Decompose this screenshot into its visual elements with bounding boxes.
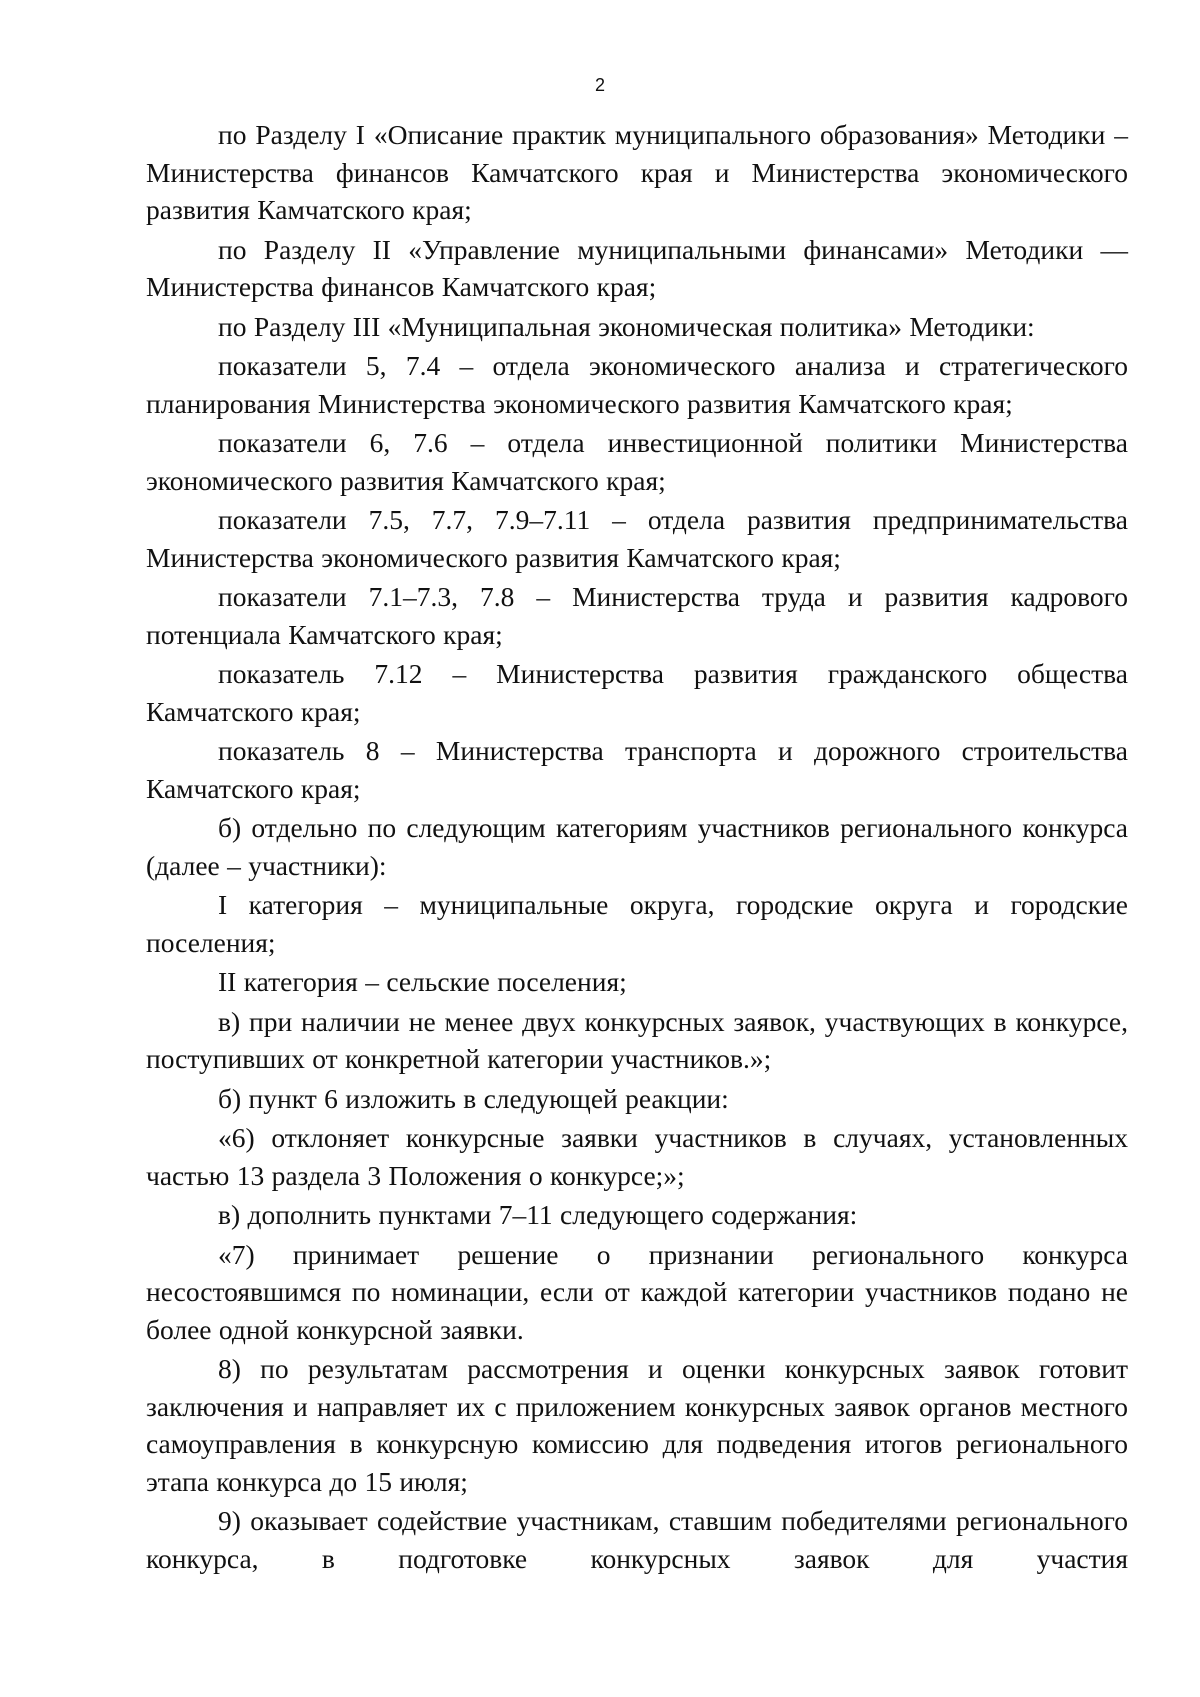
paragraph-indicators-6-7-6: показатели 6, 7.6 – отдела инвестиционной политики Министерства экономического развития Камчатского края; <box>146 427 1128 496</box>
paragraph-items-7-11-intro: в) дополнить пунктами 7–11 следующего содержания: <box>218 1199 858 1230</box>
paragraph-item-7: «7) принимает решение о признании регионального конкурса несостоявшимся по номинации, если от каждой категории участников подано не более одной конкурсной заявки. <box>146 1238 1128 1345</box>
paragraph-indicators-5-7-4: показатели 5, 7.4 – отдела экономического анализа и стратегического планирования Министерства экономического развития Камчатского края; <box>146 350 1128 419</box>
paragraph-item-6: «6) отклоняет конкурсные заявки участников в случаях, установленных частью 13 раздела 3 Положения о конкурсе;»; <box>146 1122 1128 1191</box>
document-body <box>146 116 1128 1579</box>
paragraph-item-8: 8) по результатам рассмотрения и оценки конкурсных заявок готовит заключения и направляет их с приложением конкурсных заявок органов местного самоуправления в конкурсную комиссию для подведения итогов регионального этапа конкурса до 15 июля; <box>146 1353 1128 1497</box>
paragraph-section-3: по Разделу III «Муниципальная экономическая политика» Методики: <box>218 310 1035 342</box>
paragraph-indicators-7-1: показатели 7.1–7.3, 7.8 – Министерства труда и развития кадрового потенциала Камчатского края; <box>146 581 1128 650</box>
paragraph-section-1: по Разделу I «Описание практик муниципального образования» Методики – Министерства финансов Камчатского края и Министерства экономического развития Камчатского края; <box>146 119 1128 225</box>
paragraph-category-1: I категория – муниципальные округа, городские округа и городские поселения; <box>146 889 1128 958</box>
paragraph-item-9: 9) оказывает содействие участникам, ставшим победителями регионального конкурса, в подготовке конкурсных заявок для участия <box>146 1505 1128 1574</box>
paragraph-indicators-7-5: показатели 7.5, 7.7, 7.9–7.11 – отдела развития предпринимательства Министерства экономического развития Камчатского края; <box>146 504 1128 573</box>
paragraph-categories: б) отдельно по следующим категориям участников регионального конкурса (далее – участники): <box>146 812 1128 881</box>
paragraph-item-6-intro: б) пункт 6 изложить в следующей реакции: <box>218 1082 729 1114</box>
paragraph-item-v: в) при наличии не менее двух конкурсных заявок, участвующих в конкурсе, поступивших от конкретной категории участников.»; <box>146 1005 1128 1074</box>
page-number: 2 <box>594 75 605 95</box>
paragraph-indicator-7-12: показатель 7.12 – Министерства развития гражданского общества Камчатского края; <box>146 658 1128 727</box>
paragraph-indicator-8: показатель 8 – Министерства транспорта и дорожного строительства Камчатского края; <box>146 735 1128 804</box>
paragraph-section-2: по Разделу II «Управление муниципальными финансами» Методики — Министерства финансов Камчатского края; <box>146 233 1128 302</box>
paragraph-category-2: II категория – сельские поселения; <box>218 966 627 997</box>
